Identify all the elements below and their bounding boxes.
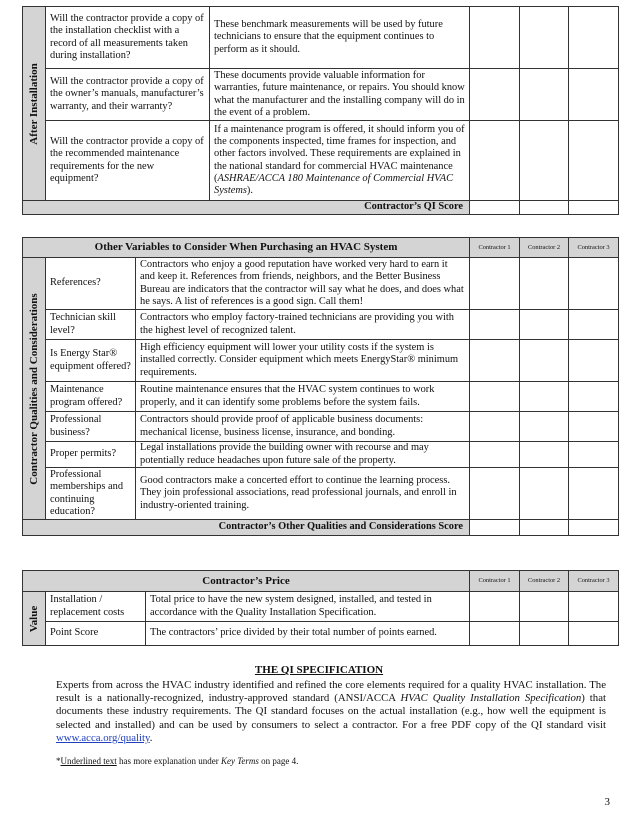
contractor-1-cell[interactable] [470, 7, 520, 69]
qi-spec-title: THE QI SPECIFICATION [254, 664, 384, 676]
question-memberships: Professional memberships and continuing education? [46, 468, 136, 520]
contractor-3-cell[interactable] [569, 69, 619, 121]
contractor-3-cell[interactable] [569, 258, 619, 310]
contractor-1-cell[interactable] [470, 121, 520, 201]
question-technician-skill: Technician skill level? [46, 310, 136, 340]
question-maintenance-program: Maintenance program offered? [46, 382, 136, 412]
price-title: Contractor’s Price [23, 571, 470, 592]
column-contractor-2: Contractor 2 [520, 238, 569, 258]
after-installation-side-label: After Installation [23, 7, 46, 201]
explanation-memberships: Good contractors make a concerted effort to continue the learning process. They join professional associations, read professional journals, and enroll in industry-oriented training. [136, 468, 470, 520]
contractor-1-cell[interactable] [470, 382, 520, 412]
footnote: *Underlined text has more explanation under Key Terms on page 4. [56, 756, 299, 766]
contractor-2-cell[interactable] [520, 69, 569, 121]
explanation-maintenance-program: Routine maintenance ensures that the HVAC system continues to work properly, and it can identify some problems before the system fails. [136, 382, 470, 412]
contractor-2-cell[interactable] [520, 7, 569, 69]
contractor-1-cell[interactable] [470, 468, 520, 520]
contractor-1-cell[interactable] [470, 258, 520, 310]
contractor-3-cell[interactable] [569, 412, 619, 442]
contractor-3-cell[interactable] [569, 382, 619, 412]
contractor-3-cell[interactable] [569, 310, 619, 340]
contractor-3-cell[interactable] [569, 468, 619, 520]
question-checklist: Will the contractor provide a copy of the installation checklist with a record of all measurements taken during installation? [46, 7, 210, 69]
contractor-2-cell[interactable] [520, 412, 569, 442]
after-installation-table [22, 6, 619, 215]
column-contractor-3: Contractor 3 [569, 238, 619, 258]
contractor-1-cell[interactable] [470, 340, 520, 382]
other-variables-title: Other Variables to Consider When Purchasing an HVAC System [23, 238, 470, 258]
other-qualities-score-label: Contractor’s Other Qualities and Considerations Score [23, 520, 470, 536]
question-costs: Installation / replacement costs [46, 592, 146, 622]
qi-score-label: Contractor’s QI Score [23, 201, 470, 215]
value-side-label: Value [23, 592, 46, 646]
explanation-costs: Total price to have the new system designed, installed, and tested in accordance with the Quality Installation Specification. [146, 592, 470, 622]
explanation-technician-skill: Contractors who employ factory-trained technicians are providing you with the highest level of recognized talent. [136, 310, 470, 340]
explanation-manuals: These documents provide valuable information for warranties, future maintenance, or repairs. You should know what the manufacturer and the installing company will do in the event of a problem. [210, 69, 470, 121]
qi-spec-paragraph: Experts from across the HVAC industry identified and refined the core elements required for a quality HVAC installation. The result is a nationally-recognized, industry-approved standard (ANSI/ACCA HVAC Quality Installation Specification) that documents these industry requirements. The QI standard focuses on the actual installation (e.g., how well the equipment is selected and installed) and can be used by consumers to select a contractor. For a free PDF copy of the QI standard visit www.acca.org/quality. [56, 679, 606, 744]
explanation-energy-star: High efficiency equipment will lower your utility costs if the system is installed correctly. Consider equipment which meets EnergyStar® minimum requirements. [136, 340, 470, 382]
contractor-3-cell[interactable] [569, 7, 619, 69]
contractor-1-cell[interactable] [470, 592, 520, 622]
column-contractor-3: Contractor 3 [569, 571, 619, 592]
explanation-professional-business: Contractors should provide proof of applicable business documents: mechanical license, business license, insurance, and bonding. [136, 412, 470, 442]
contractor-3-score[interactable] [569, 201, 619, 215]
contractor-3-score[interactable] [569, 520, 619, 536]
contractor-2-cell[interactable] [520, 121, 569, 201]
contractor-1-cell[interactable] [470, 412, 520, 442]
contractor-3-cell[interactable] [569, 442, 619, 468]
contractor-2-score[interactable] [520, 201, 569, 215]
acca-quality-link[interactable]: www.acca.org/quality [56, 731, 150, 744]
explanation-permits: Legal installations provide the building owner with recourse and may potentially reduce headaches upon future sale of the property. [136, 442, 470, 468]
question-references: References? [46, 258, 136, 310]
contractor-2-score[interactable] [520, 520, 569, 536]
question-manuals: Will the contractor provide a copy of the owner’s manuals, manufacturer’s warranty, and their warranty? [46, 69, 210, 121]
explanation-checklist: These benchmark measurements will be used by future technicians to ensure that the equipment continues to perform as it should. [210, 7, 470, 69]
qualities-side-label: Contractor Qualities and Considerations [23, 258, 46, 520]
contractor-2-cell[interactable] [520, 340, 569, 382]
column-contractor-1: Contractor 1 [470, 238, 520, 258]
explanation-point-score: The contractors’ price divided by their total number of points earned. [146, 622, 470, 646]
contractor-1-score[interactable] [470, 201, 520, 215]
contractor-3-cell[interactable] [569, 121, 619, 201]
question-permits: Proper permits? [46, 442, 136, 468]
contractor-1-cell[interactable] [470, 310, 520, 340]
other-variables-table [22, 237, 619, 536]
explanation-references: Contractors who enjoy a good reputation have worked very hard to earn it and keep it. References from friends, neighbors, and the Better Business Bureau are indicators that the contractor will say what he does, and does what he says. A list of references is a good sign. Call them! [136, 258, 470, 310]
contractor-2-cell[interactable] [520, 382, 569, 412]
column-contractor-1: Contractor 1 [470, 571, 520, 592]
contractor-1-score[interactable] [470, 520, 520, 536]
contractor-3-cell[interactable] [569, 592, 619, 622]
question-professional-business: Professional business? [46, 412, 136, 442]
question-energy-star: Is Energy Star® equipment offered? [46, 340, 136, 382]
column-contractor-2: Contractor 2 [520, 571, 569, 592]
contractor-2-cell[interactable] [520, 442, 569, 468]
contractor-3-cell[interactable] [569, 340, 619, 382]
contractor-3-cell[interactable] [569, 622, 619, 646]
page-number: 3 [604, 796, 610, 808]
contractor-2-cell[interactable] [520, 468, 569, 520]
contractor-2-cell[interactable] [520, 592, 569, 622]
contractor-1-cell[interactable] [470, 442, 520, 468]
contractor-2-cell[interactable] [520, 622, 569, 646]
explanation-maintenance: If a maintenance program is offered, it should inform you of the components inspected, time frames for inspection, and other factors involved. These requirements are explained in the national standard for commercial HVAC maintenance (ASHRAE/ACCA 180 Maintenance of Commercial HVAC Systems). [210, 121, 470, 201]
contractor-1-cell[interactable] [470, 69, 520, 121]
contractor-2-cell[interactable] [520, 310, 569, 340]
price-table [22, 570, 619, 646]
contractor-2-cell[interactable] [520, 258, 569, 310]
contractor-1-cell[interactable] [470, 622, 520, 646]
question-point-score: Point Score [46, 622, 146, 646]
question-maintenance: Will the contractor provide a copy of the recommended maintenance requirements for the new equipment? [46, 121, 210, 201]
